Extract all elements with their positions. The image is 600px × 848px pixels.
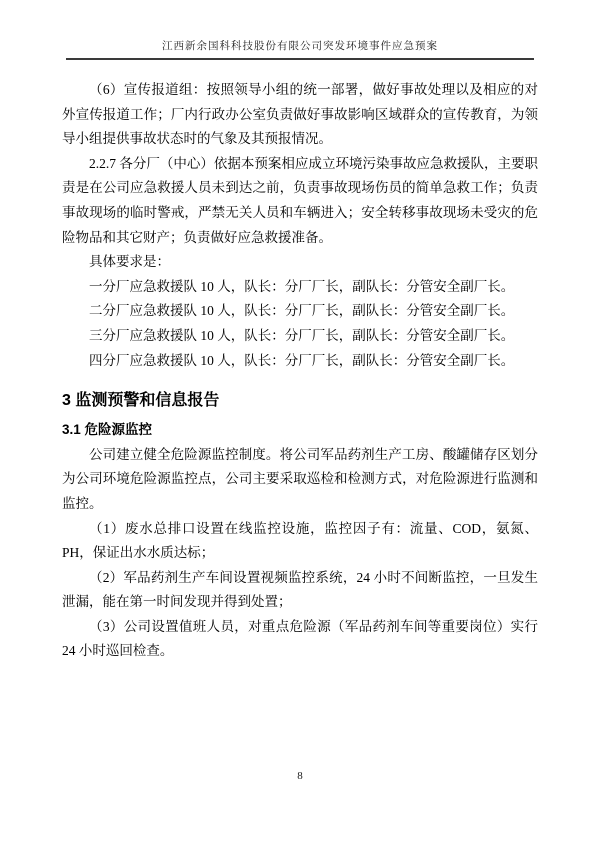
section-heading-hazard-source-monitoring: 3.1 危险源监控: [62, 422, 153, 438]
paragraph-team-branch-4: 四分厂应急救援队 10 人，队长：分厂厂长，副队长：分管安全副厂长。: [89, 352, 515, 368]
paragraph-monitoring-system: 公司建立健全危险源监控制度。将公司军品药剂生产工房、酸罐储存区划分为公司环境危险源监控点，公司主要采取巡检和检测方式，对危险源进行监测和监控。: [62, 446, 538, 511]
paragraph-requirements-intro: 具体要求是：: [89, 254, 170, 270]
paragraph-propaganda-group: （6）宣传报道组：按照领导小组的统一部署，做好事故处理以及相应的对外宣传报道工作；厂内行政办公室负责做好事故影响区域群众的宣传教育，为领导小组提供事故状态时的气象及其预报情况。: [62, 82, 538, 147]
paragraph-team-branch-3: 三分厂应急救援队 10 人，队长：分厂厂长，副队长：分管安全副厂长。: [89, 327, 515, 343]
paragraph-2-2-7-rescue-team: 2.2.7 各分厂（中心）依据本预案相应成立环境污染事故应急救援队，主要职责是在公司应急救援人员未到达之前，负责事故现场伤员的简单急救工作；负责事故现场的临时警戒，严禁无关人员和车辆进入；安全转移事故现场未受灾的危险物品和其它财产；负责做好应急救援准备。: [62, 155, 538, 245]
paragraph-team-branch-1: 一分厂应急救援队 10 人，队长：分厂厂长，副队长：分管安全副厂长。: [89, 278, 515, 294]
paragraph-team-branch-2: 二分厂应急救援队 10 人，队长：分厂厂长，副队长：分管安全副厂长。: [89, 303, 515, 319]
paragraph-item-1-wastewater-outlet: （1）废水总排口设置在线监控设施，监控因子有：流量、COD，氨氮、PH，保证出水水质达标；: [62, 520, 538, 561]
paragraph-item-2-video-monitoring: （2）军品药剂生产车间设置视频监控系统，24 小时不间断监控，一旦发生泄漏，能在第一时间发现并得到处置；: [62, 569, 538, 610]
page-header-title: 江西新余国科科技股份有限公司突发环境事件应急预案: [66, 38, 534, 60]
paragraph-item-3-duty-patrol: （3）公司设置值班人员，对重点危险源（军品药剂车间等重要岗位）实行 24 小时巡回检查。: [62, 618, 538, 659]
document-body: [62, 78, 538, 664]
page-number: 8: [297, 770, 303, 782]
chapter-heading-monitoring-warning: 3 监测预警和信息报告: [62, 392, 220, 410]
